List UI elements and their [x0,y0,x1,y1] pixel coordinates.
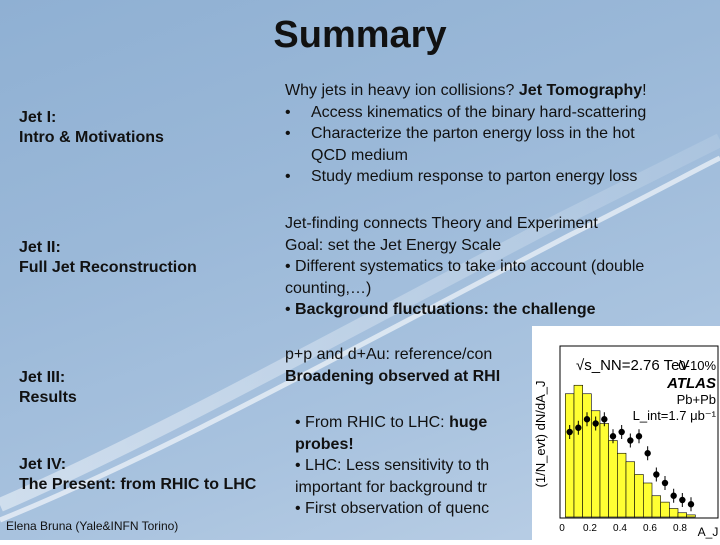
x-tick-label: 0.8 [673,523,687,534]
x-tick-label: 0.4 [613,523,627,534]
section-label-line1: Jet IV: [19,456,67,473]
x-tick-label: 0.2 [583,523,597,534]
jet4-bold-text: huge [449,414,488,431]
bullet-item: • Study medium response to parton energy loss [285,166,715,188]
jet2-line: Jet-finding connects Theory and Experiment [285,215,598,232]
bullet-item: • Access kinematics of the binary hard-scattering [285,102,715,124]
jet4-line: • First observation of quenc [295,500,490,517]
histogram-bar [643,483,652,517]
x-tick-label: 0.6 [643,523,657,534]
jet3-content [285,344,530,387]
x-tick-label: 0 [559,523,565,534]
histogram-bar [652,496,661,517]
x-axis-label: A_J [697,525,719,539]
histogram-bar [687,515,696,517]
bullet-text: Study medium response to parton energy loss [311,168,638,185]
centrality-label: 0-10% [678,358,716,373]
jet4-line [295,412,530,434]
jet4-text: • From RHIC to LHC: [295,414,450,431]
histogram-bar [678,513,687,517]
slide-title: Summary [273,14,447,56]
jet1-intro-bold: Jet Tomography [518,82,643,99]
histogram-bar [600,424,609,518]
histogram-bar [635,475,644,518]
jet2-line: • Different systematics to take into account (double [285,258,645,275]
section-label-line2: The Present: from RHIC to LHC [19,476,257,493]
section-label-line2: Results [19,389,77,406]
luminosity-label: L_int=1.7 μb⁻¹ [632,408,716,423]
jet2-line [285,299,715,321]
histogram-bar [661,502,670,517]
experiment-label: ATLAS [667,375,716,392]
section-label-jet4 [19,455,256,495]
histogram-bar [669,509,678,518]
jet2-bullet: • [285,301,296,318]
jet1-intro [285,80,715,102]
section-label-line2: Intro & Motivations [19,129,164,146]
histogram-bar [617,453,626,517]
section-label-jet1 [19,108,164,148]
section-label-jet3 [19,368,77,408]
system-label: Pb+Pb [676,392,716,407]
section-label-line2: Full Jet Reconstruction [19,259,197,276]
jet4-content [295,412,530,520]
energy-label: √s_NN=2.76 TeV [576,357,690,374]
atlas-aj-plot [532,326,720,540]
bullet-text: QCD medium [311,146,408,164]
bullet-continuation [285,145,715,167]
jet2-line: Goal: set the Jet Energy Scale [285,236,502,254]
section-label-line1: Jet III: [19,369,66,386]
jet4-line: important for background tr [295,478,488,496]
jet2-content [285,213,715,321]
jet4-line: • LHC: Less sensitivity to th [295,457,490,474]
jet4-bold-text: probes! [295,435,354,453]
histogram-bar [574,385,583,517]
histogram-bar [583,394,592,517]
jet2-bold-text: Background fluctuations: the challenge [295,301,596,318]
bullet-text: Characterize the parton energy loss in the hot [311,125,635,142]
histogram-bar [626,462,635,517]
bullet-item: • Characterize the parton energy loss in the hot [285,123,715,145]
section-label-jet2 [19,238,197,278]
jet3-bold-text: Broadening observed at RHI [285,367,501,385]
jet1-content [285,80,715,188]
bullet-text: Access kinematics of the binary hard-scattering [311,103,647,121]
slide-footer: Elena Bruna (Yale&INFN Torino) [6,519,179,533]
jet1-intro-end: ! [642,82,647,99]
histogram-bar [565,394,574,517]
section-label-line1: Jet II: [19,239,61,256]
jet3-line: p+p and d+Au: reference/con [285,346,493,363]
jet1-intro-text: Why jets in heavy ion collisions? [285,82,519,99]
jet2-line: counting,…) [285,279,372,297]
histogram-bar [609,441,618,518]
y-axis-label: (1/N_evt) dN/dA_J [533,380,548,488]
section-label-line1: Jet I: [19,109,57,126]
